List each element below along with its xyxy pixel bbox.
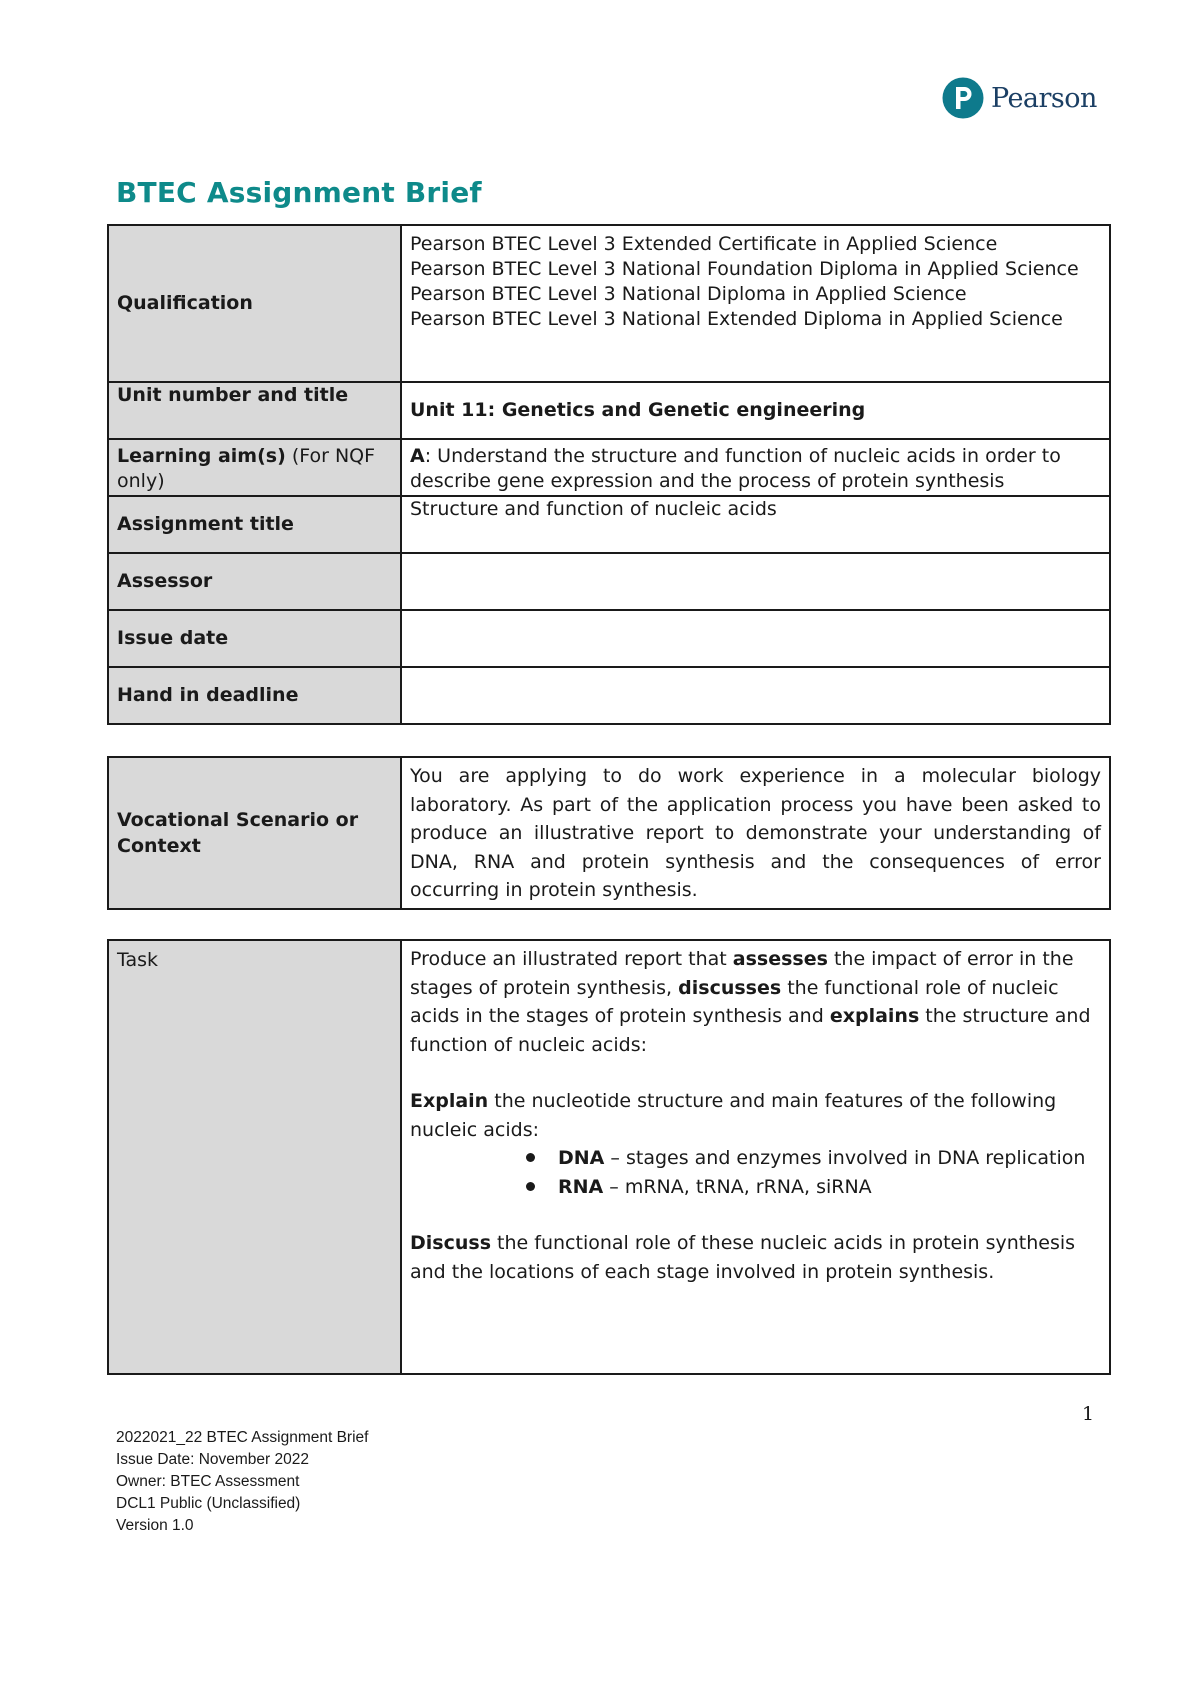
page-number: 1 xyxy=(1082,1403,1095,1425)
deadline-value xyxy=(401,667,1110,724)
task-intro xyxy=(410,945,1101,1059)
learning-aim-value xyxy=(401,439,1110,496)
assignment-title-value: Structure and function of nucleic acids xyxy=(401,496,1110,553)
task-label: Task xyxy=(108,940,401,1374)
issue-date-label: Issue date xyxy=(108,610,401,667)
task-row xyxy=(108,940,1110,1374)
task-explain xyxy=(410,1087,1101,1144)
unit-label: Unit number and title xyxy=(108,382,401,439)
task-intro-text: the functional role of nucleic acids in the stages of protein synthesis and xyxy=(410,976,1059,1027)
footer-line: Version 1.0 xyxy=(116,1517,194,1534)
task-keyword-discuss: Discuss xyxy=(410,1232,492,1254)
list-item-text: – stages and enzymes involved in DNA replication xyxy=(604,1147,1086,1169)
assessor-value xyxy=(401,553,1110,610)
pearson-wordmark: Pearson xyxy=(991,82,1097,114)
list-item-term: DNA xyxy=(558,1147,605,1169)
learning-aim-label-note: (For NQF only) xyxy=(117,445,376,492)
assignment-details-table xyxy=(107,224,1111,725)
scenario-text: You are applying to do work experience in a molecular biology laboratory. As part of the application process you have been asked to produce an illustrative report to demonstrate your understanding of DNA, RNA and protein synthesis and the consequences of error occurring in protein synthesis. xyxy=(401,757,1110,909)
bullet-icon xyxy=(526,1153,535,1162)
footer-line: DCL1 Public (Unclassified) xyxy=(116,1495,301,1512)
list-item-term: RNA xyxy=(558,1175,604,1198)
footer-line: Owner: BTEC Assessment xyxy=(116,1473,300,1490)
task-keyword-explain: Explain xyxy=(410,1090,489,1112)
task-explain-text: the nucleotide structure and main features of the following nucleic acids: xyxy=(410,1090,1057,1141)
qualification-line: Pearson BTEC Level 3 Extended Certificate in Applied Science xyxy=(410,233,998,255)
list-item-text: – mRNA, tRNA, rRNA, siRNA xyxy=(603,1175,872,1198)
learning-aim-letter: A xyxy=(410,445,425,467)
page-title: BTEC Assignment Brief xyxy=(116,176,482,209)
task-discuss xyxy=(410,1229,1101,1286)
issue-date-value xyxy=(401,610,1110,667)
task-intro-text: Produce an illustrated report that xyxy=(410,948,733,970)
deadline-label: Hand in deadline xyxy=(108,667,401,724)
pearson-logo xyxy=(942,75,1097,121)
unit-row xyxy=(108,382,1110,439)
qualification-label: Qualification xyxy=(108,225,401,382)
task-intro-text: the structure and function of nucleic acids: xyxy=(410,1005,1091,1056)
task-keyword-discusses: discusses xyxy=(678,976,782,999)
task-discuss-text: the functional role of these nucleic acids in protein synthesis and the locations of each stage involved in protein synthesis. xyxy=(410,1232,1076,1283)
task-keyword-explains: explains xyxy=(829,1005,920,1027)
bullet-icon xyxy=(526,1182,535,1191)
list-item xyxy=(558,1173,1101,1202)
task-intro-text: the impact of error in the stages of protein synthesis, xyxy=(410,948,1074,999)
task-table xyxy=(107,939,1111,1375)
learning-aim-label xyxy=(108,439,401,496)
assessor-label: Assessor xyxy=(108,553,401,610)
unit-value: Unit 11: Genetics and Genetic engineering xyxy=(401,382,1110,439)
nucleic-acid-list xyxy=(410,1144,1101,1201)
learning-aim-label-text: Learning aim(s) xyxy=(117,445,286,467)
scenario-table xyxy=(107,756,1111,910)
assignment-title-label: Assignment title xyxy=(108,496,401,553)
scenario-label: Vocational Scenario or Context xyxy=(108,757,401,909)
assessor-row xyxy=(108,553,1110,610)
qualification-line: Pearson BTEC Level 3 National Foundation Diploma in Applied Science xyxy=(410,258,1079,280)
pearson-p-icon xyxy=(942,77,984,119)
footer-line: Issue Date: November 2022 xyxy=(116,1451,309,1468)
scenario-row xyxy=(108,757,1110,909)
footer-line: 2022021_22 BTEC Assignment Brief xyxy=(116,1429,369,1446)
qualification-line: Pearson BTEC Level 3 National Extended Diploma in Applied Science xyxy=(410,308,1063,330)
task-body xyxy=(401,940,1110,1374)
qualification-line: Pearson BTEC Level 3 National Diploma in Applied Science xyxy=(410,283,967,305)
document-footer xyxy=(116,1427,368,1537)
task-keyword-assesses: assesses xyxy=(732,948,828,970)
deadline-row xyxy=(108,667,1110,724)
list-item xyxy=(558,1144,1101,1173)
qualification-value xyxy=(401,225,1110,382)
assignment-title-row xyxy=(108,496,1110,553)
learning-aim-text: : Understand the structure and function of nucleic acids in order to describe gene expression and the process of protein synthesis xyxy=(410,445,1061,492)
learning-aim-row xyxy=(108,439,1110,496)
issue-date-row xyxy=(108,610,1110,667)
qualification-row xyxy=(108,225,1110,382)
